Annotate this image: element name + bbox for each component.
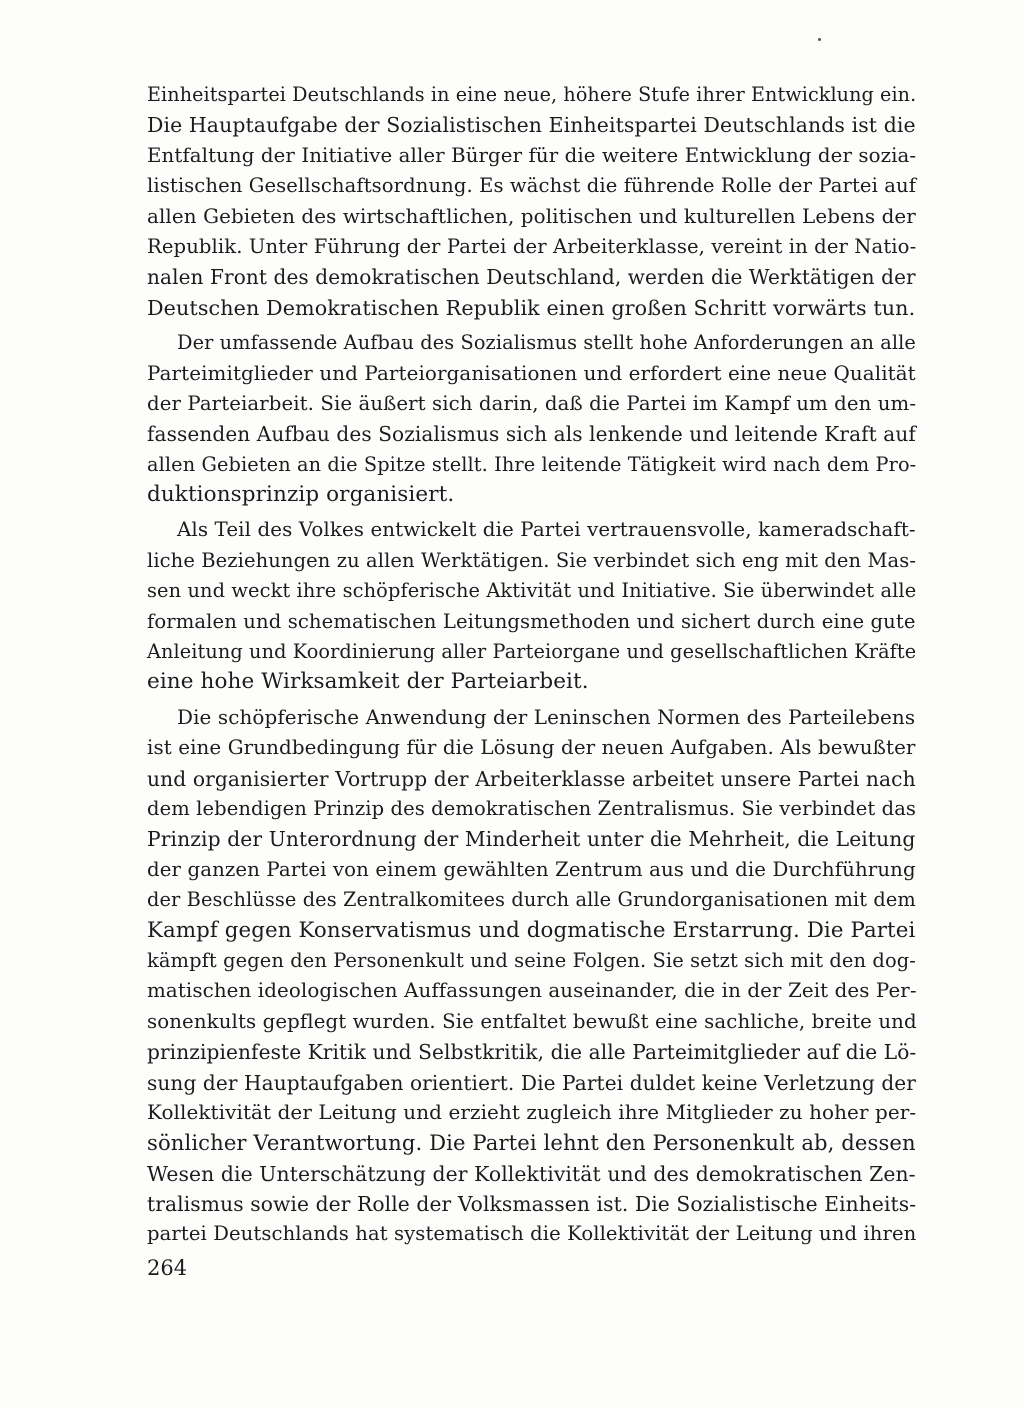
text-line: sen und weckt ihre schöpferische Aktivität und Initiative. Sie überwindet alle xyxy=(147,579,917,603)
text-line: Entfaltung der Initiative aller Bürger für die weitere Entwicklung der sozia- xyxy=(147,143,917,167)
text-line: listischen Gesellschaftsordnung. Es wächst die führende Rolle der Partei auf xyxy=(147,174,917,198)
text-line: nalen Front des demokratischen Deutschland, werden die Werktätigen der xyxy=(147,265,916,290)
paragraph-1 xyxy=(147,80,917,323)
text-line: Kollektivität der Leitung und erzieht zugleich ihre Mitglieder zu hoher per- xyxy=(147,1100,917,1124)
text-line: der ganzen Partei von einem gewählten Zentrum aus und die Durchführung xyxy=(147,857,916,881)
text-line: Als Teil des Volkes entwickelt die Partei vertrauensvolle, kameradschaft- xyxy=(177,518,916,542)
text-line: tralismus sowie der Rolle der Volksmassen ist. Die Sozialistische Einheits- xyxy=(147,1192,917,1217)
text-line: Deutschen Demokratischen Republik einen großen Schritt vorwärts tun. xyxy=(147,295,916,320)
text-line: duktionsprinzip organisiert. xyxy=(147,482,455,508)
text-line: Prinzip der Unterordnung der Minderheit unter die Mehrheit, die Leitung xyxy=(147,827,916,852)
paragraph-2 xyxy=(147,328,917,510)
body-text xyxy=(147,80,917,1255)
text-line: Anleitung und Koordinierung aller Parteiorgane und gesellschaftlichen Kräfte xyxy=(147,640,917,664)
page-number: 264 xyxy=(147,1256,188,1280)
text-line: sönlicher Verantwortung. Die Partei lehnt den Personenkult ab, dessen xyxy=(147,1130,916,1156)
text-line: der Parteiarbeit. Sie äußert sich darin, daß die Partei im Kampf um den um- xyxy=(147,391,917,415)
text-line: matischen ideologischen Auffassungen auseinander, die in der Zeit des Per- xyxy=(147,979,917,1003)
text-line: liche Beziehungen zu allen Werktätigen. Sie verbindet sich eng mit den Mas- xyxy=(147,548,917,572)
text-line: partei Deutschlands hat systematisch die Kollektivität der Leitung und ihren xyxy=(147,1222,917,1246)
text-line: der Beschlüsse des Zentralkomitees durch alle Grundorganisationen mit dem xyxy=(147,888,916,912)
text-line: kämpft gegen den Personenkult und seine Folgen. Sie setzt sich mit den dog- xyxy=(147,948,916,972)
text-line: sung der Hauptaufgaben orientiert. Die Partei duldet keine Verletzung der xyxy=(147,1070,916,1095)
text-line: prinzipienfeste Kritik und Selbstkritik, die alle Parteimitglieder auf die Lö- xyxy=(147,1040,917,1065)
text-line: dem lebendigen Prinzip des demokratischen Zentralismus. Sie verbindet das xyxy=(147,796,917,820)
text-line: formalen und schematischen Leitungsmethoden und sichert durch eine gute xyxy=(147,609,916,633)
text-line: Republik. Unter Führung der Partei der Arbeiterklasse, vereint in der Natio- xyxy=(147,234,917,258)
text-line: Wesen die Unterschätzung der Kollektivität und des demokratischen Zen- xyxy=(147,1161,916,1186)
text-line: Der umfassende Aufbau des Sozialismus stellt hohe Anforderungen an alle xyxy=(177,331,916,355)
text-line: und organisierter Vortrupp der Arbeiterklasse arbeitet unsere Partei nach xyxy=(147,766,916,791)
text-line: allen Gebieten des wirtschaftlichen, politischen und kulturellen Lebens der xyxy=(147,204,916,228)
text-line: Parteimitglieder und Parteiorganisationen und erfordert eine neue Qualität xyxy=(147,361,916,385)
paragraph-3 xyxy=(147,515,917,697)
text-line: Einheitspartei Deutschlands in eine neue, höhere Stufe ihrer Entwicklung ein. xyxy=(147,83,917,106)
print-speck xyxy=(818,38,821,41)
text-line: Die Hauptaufgabe der Sozialistischen Einheitspartei Deutschlands ist die xyxy=(147,113,916,138)
text-line: fassenden Aufbau des Sozialismus sich als lenkende und leitende Kraft auf xyxy=(147,422,916,447)
text-line: sonenkults gepflegt wurden. Sie entfaltet bewußt eine sachliche, breite und xyxy=(147,1009,917,1033)
text-line: ist eine Grundbedingung für die Lösung der neuen Aufgaben. Als bewußter xyxy=(147,736,916,760)
paragraph-4 xyxy=(147,703,917,1250)
text-line: eine hohe Wirksamkeit der Parteiarbeit. xyxy=(147,669,589,695)
text-line: Die schöpferische Anwendung der Leninschen Normen des Parteilebens xyxy=(177,705,916,729)
text-line: allen Gebieten an die Spitze stellt. Ihre leitende Tätigkeit wird nach dem Pro- xyxy=(147,452,917,476)
text-line: Kampf gegen Konservatismus und dogmatische Erstarrung. Die Partei xyxy=(147,917,916,943)
